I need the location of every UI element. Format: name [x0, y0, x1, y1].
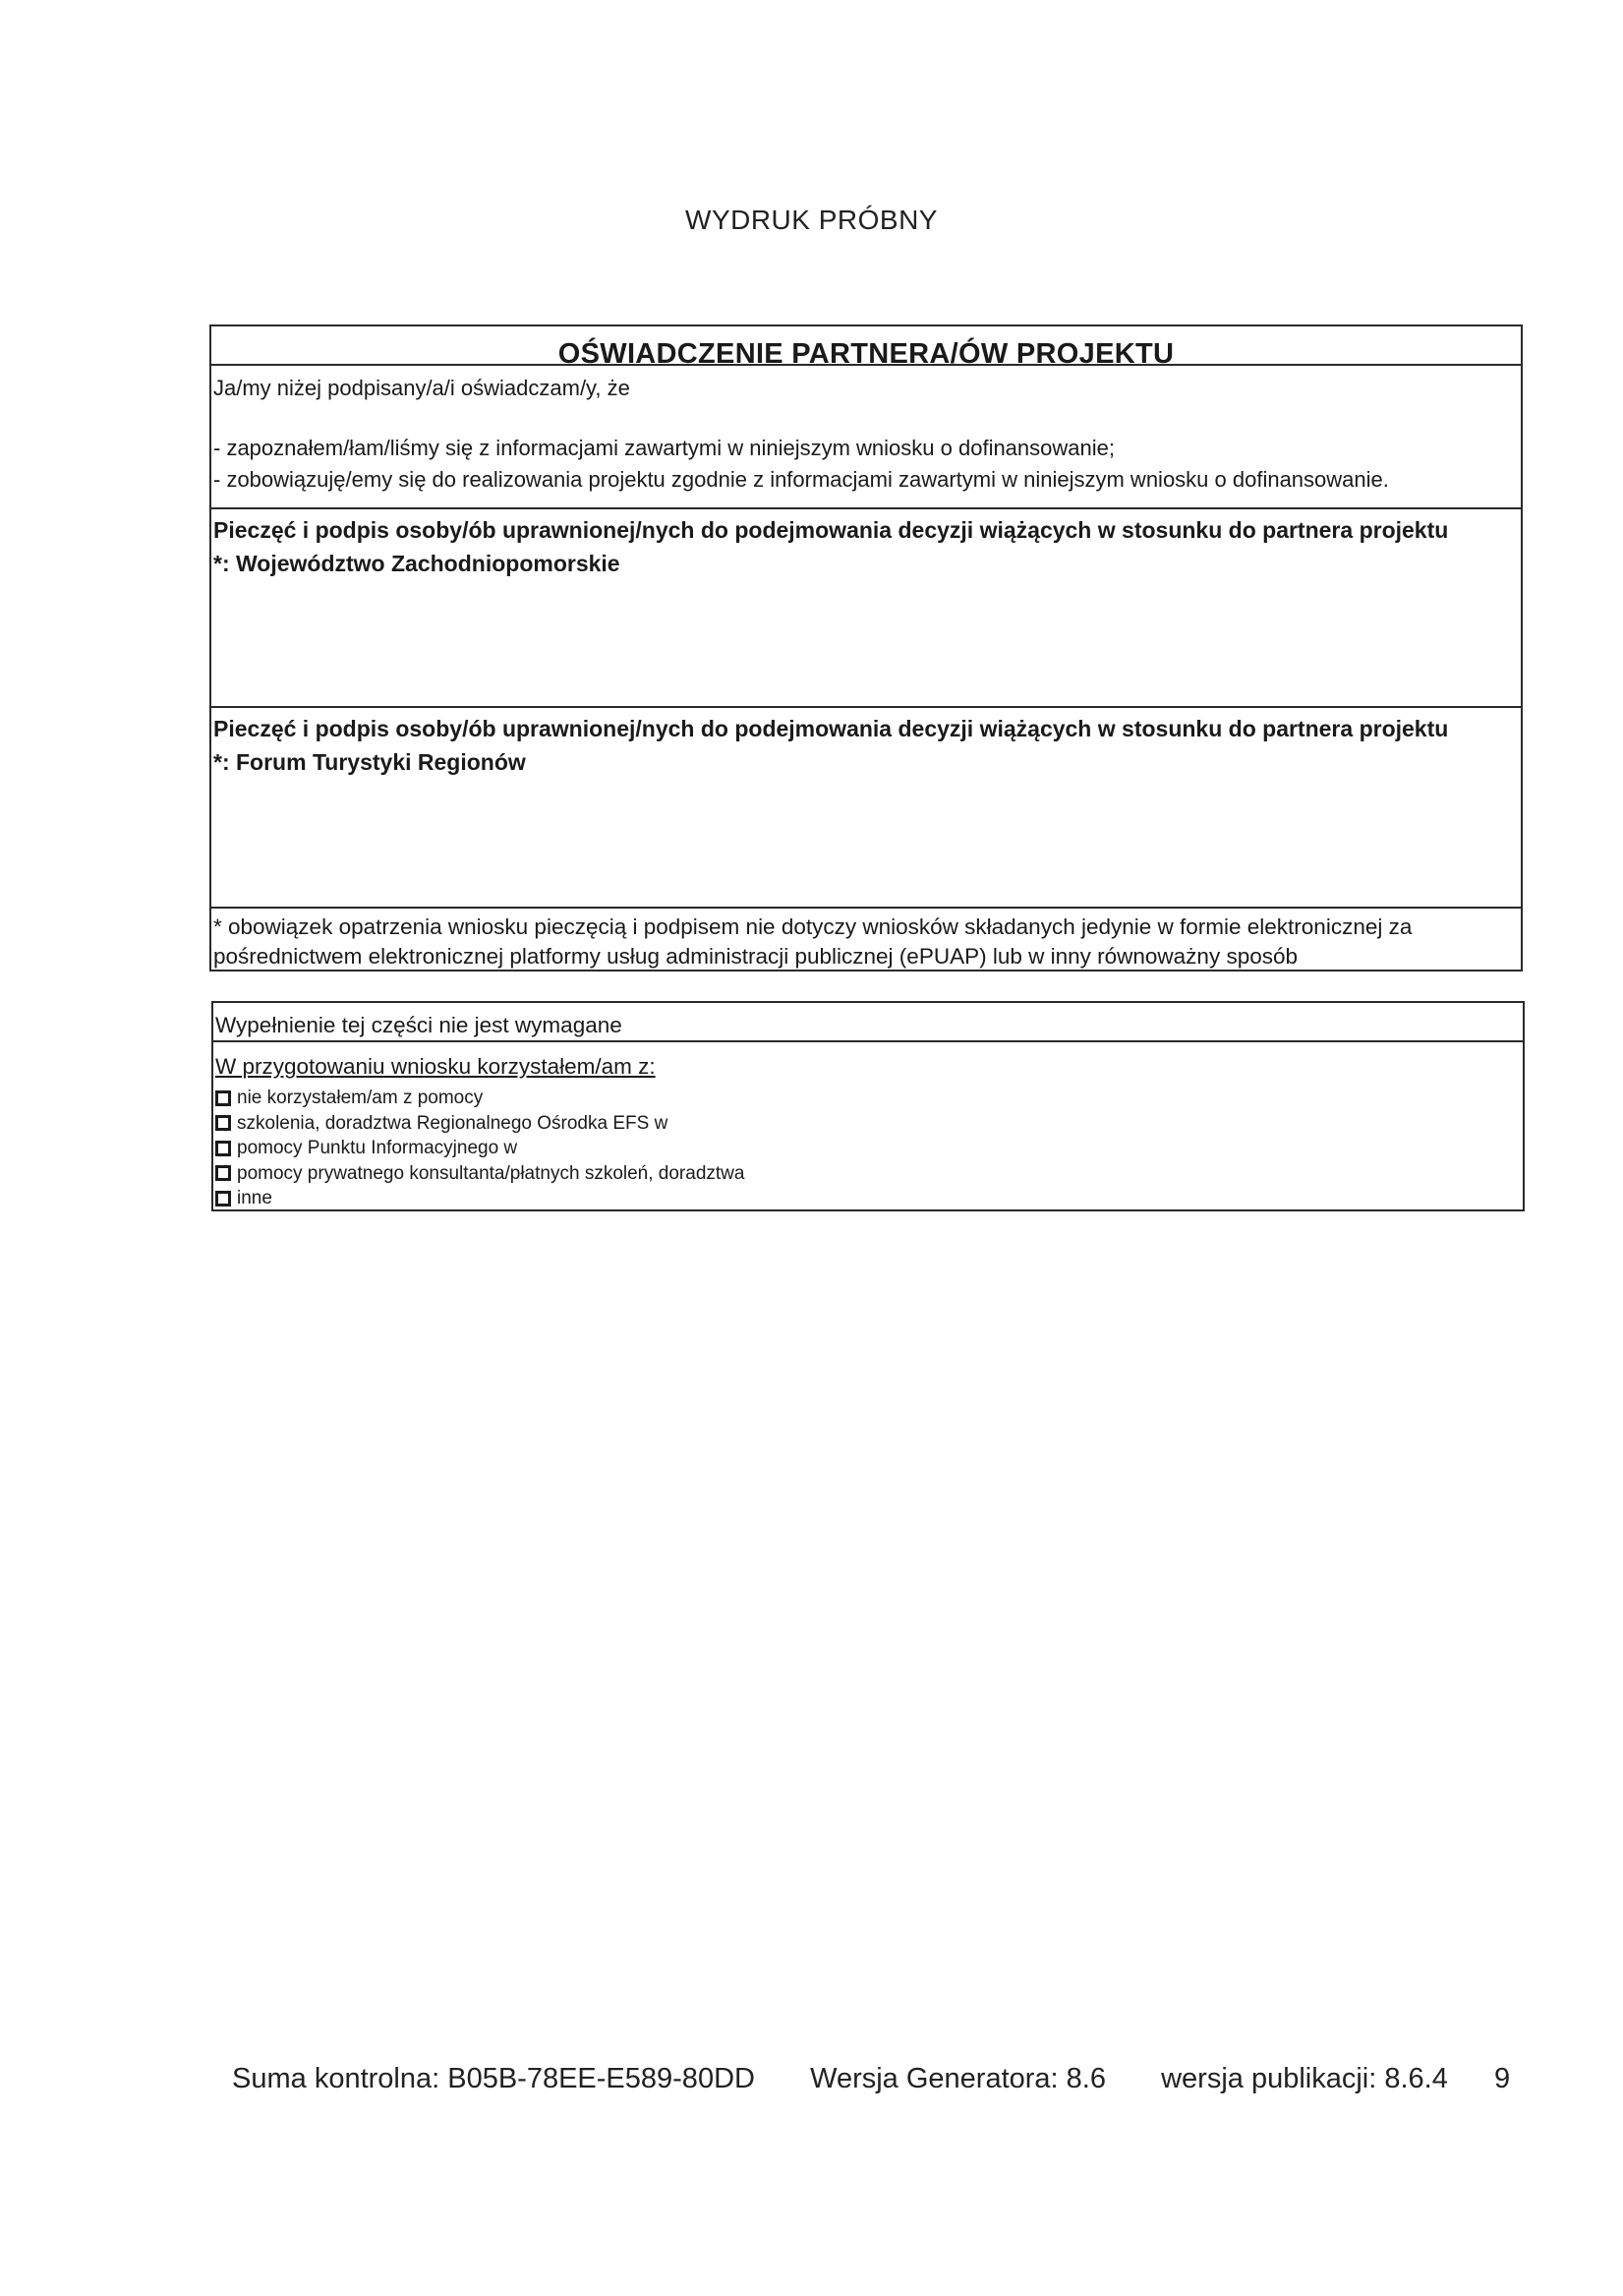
optional-note: Wypełnienie tej części nie jest wymagane — [215, 1013, 622, 1037]
option-label: pomocy Punktu Informacyjnego w — [237, 1138, 518, 1158]
option-other[interactable] — [215, 1186, 744, 1211]
divider — [211, 907, 1521, 909]
footnote: * obowiązek opatrzenia wniosku pieczęcią i podpisem nie dotyczy wniosków składanych jedynie w formie elektronicznej za pośrednictwem elektronicznej platformy usług administracji publicznej (ePUAP) lub w inny równoważny sposób — [213, 914, 1413, 969]
declaration-items — [213, 433, 1511, 496]
option-efs-center[interactable] — [215, 1111, 744, 1137]
declaration-item: - zobowiązuję/emy się do realizowania projektu zgodnie z informacjami zawartymi w niniejszym wniosku o dofinansowanie. — [213, 467, 1389, 492]
signature-label: Pieczęć i podpis osoby/ób uprawnionej/nych do podejmowania decyzji wiążących w stosunku do partnera projektu — [213, 517, 1449, 543]
option-no-help[interactable] — [215, 1086, 744, 1111]
title-divider — [211, 364, 1521, 366]
divider — [213, 1040, 1523, 1042]
partner-declaration-section — [209, 324, 1523, 971]
option-label: szkolenia, doradztwa Regionalnego Ośrodka EFS w — [237, 1112, 668, 1134]
page-footer — [232, 2063, 1448, 2095]
preparation-options — [215, 1086, 744, 1211]
checksum: Suma kontrolna: B05B-78EE-E589-80DD — [232, 2063, 755, 2094]
page-header-title: WYDRUK PRÓBNY — [685, 205, 938, 235]
divider — [211, 507, 1521, 509]
checkbox-icon[interactable] — [215, 1141, 231, 1156]
declaration-title: OŚWIADCZENIE PARTNERA/ÓW PROJEKTU — [557, 338, 1175, 370]
divider — [211, 706, 1521, 708]
declaration-intro: Ja/my niżej podpisany/a/i oświadczam/y, że — [213, 376, 630, 400]
publication-version: wersja publikacji: 8.6.4 — [1161, 2063, 1448, 2094]
signature-label: Pieczęć i podpis osoby/ób uprawnionej/nych do podejmowania decyzji wiążących w stosunku do partnera projektu — [213, 716, 1449, 741]
partner-name: *: Forum Turystyki Regionów — [213, 749, 526, 775]
signature-field-1 — [213, 513, 1501, 580]
option-info-point[interactable] — [215, 1136, 744, 1161]
generator-version: Wersja Generatora: 8.6 — [810, 2063, 1106, 2094]
option-label: nie korzystałem/am z pomocy — [237, 1088, 484, 1108]
checkbox-icon[interactable] — [215, 1191, 231, 1207]
preparation-heading: W przygotowaniu wniosku korzystałem/am z: — [215, 1054, 656, 1079]
option-label: inne — [237, 1188, 272, 1208]
checkbox-icon[interactable] — [215, 1165, 231, 1181]
checkbox-icon[interactable] — [215, 1090, 231, 1106]
page-number: 9 — [1494, 2063, 1511, 2094]
declaration-item: - zapoznałem/łam/liśmy się z informacjami zawartymi w niniejszym wniosku o dofinansowanie; — [213, 436, 1115, 460]
option-private-consultant[interactable] — [215, 1161, 744, 1187]
checkbox-icon[interactable] — [215, 1115, 231, 1131]
preparation-section — [211, 1001, 1525, 1211]
option-label: pomocy prywatnego konsultanta/płatnych szkoleń, doradztwa — [237, 1162, 745, 1184]
signature-field-2 — [213, 712, 1501, 779]
partner-name: *: Województwo Zachodniopomorskie — [213, 551, 620, 576]
